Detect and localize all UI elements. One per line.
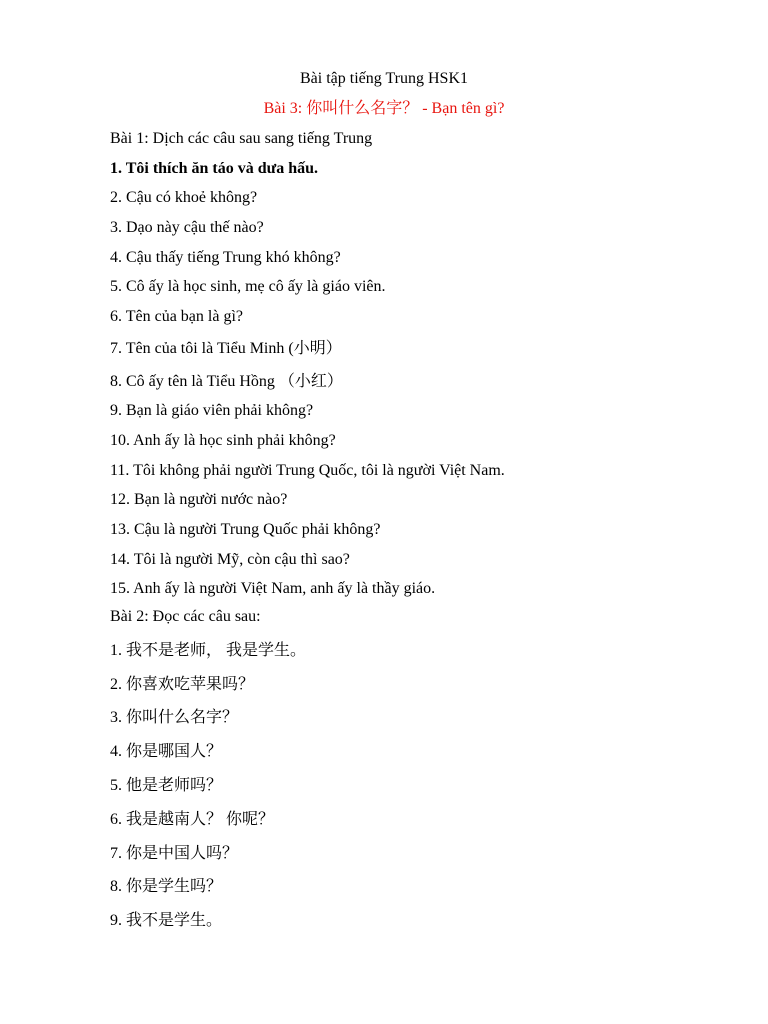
lesson-subtitle: Bài 3: 你叫什么名字？ - Bạn tên gì? xyxy=(263,100,505,117)
exercise-2-item: 2. 你喜欢吃苹果吗？ xyxy=(110,675,255,693)
exercise-1-item: 3. Dạo này cậu thế nào? xyxy=(110,219,264,237)
exercise-2-item: 6. 我是越南人？ 你呢？ xyxy=(110,810,275,828)
exercise-1-item: 15. Anh ấy là người Việt Nam, anh ấy là thầy giáo. xyxy=(110,580,436,598)
exercise-1-item: 1. Tôi thích ăn táo và dưa hấu. xyxy=(110,159,319,177)
exercise-1-item: 13. Cậu là người Trung Quốc phải không? xyxy=(110,520,381,538)
exercise-2-item: 3. 你叫什么名字？ xyxy=(110,709,239,727)
exercise-2-item: 1. 我不是老师， 我是学生。 xyxy=(110,641,307,659)
document-title: Bài tập tiếng Trung HSK1 xyxy=(299,70,468,87)
exercise-2 xyxy=(110,606,728,944)
exercise-1-item: 6. Tên của bạn là gì? xyxy=(110,308,243,326)
exercise-1-item: 7. Tên của tôi là Tiểu Minh (小明） xyxy=(110,340,342,358)
exercise-2-item: 7. 你是中国人吗？ xyxy=(110,844,239,862)
exercise-1-item: 12. Bạn là người nước nào? xyxy=(110,491,288,509)
exercise-1-heading: Bài 1: Dịch các câu sau sang tiếng Trung xyxy=(110,130,373,147)
exercise-1-item: 4. Cậu thấy tiếng Trung khó không? xyxy=(110,248,341,266)
exercise-1-item: 14. Tôi là người Mỹ, còn cậu thì sao? xyxy=(110,550,350,568)
exercise-2-item: 4. 你是哪国人？ xyxy=(110,743,223,761)
exercise-1-item: 11. Tôi không phải người Trung Quốc, tôi là người Việt Nam. xyxy=(110,461,505,479)
exercise-1 xyxy=(110,128,728,608)
exercise-2-item: 8. 你是学生吗？ xyxy=(110,878,223,896)
exercise-1-item: 8. Cô ấy tên là Tiểu Hồng （小红） xyxy=(110,372,343,390)
exercise-1-item: 9. Bạn là giáo viên phải không? xyxy=(110,402,314,420)
exercise-2-heading: Bài 2: Đọc các câu sau: xyxy=(110,608,261,625)
exercise-2-item: 5. 他是老师吗？ xyxy=(110,776,223,794)
exercise-2-item: 9. 我不是学生。 xyxy=(110,912,223,930)
exercise-1-item: 5. Cô ấy là học sinh, mẹ cô ấy là giáo viên. xyxy=(110,278,386,296)
exercise-1-item: 10. Anh ấy là học sinh phải không? xyxy=(110,431,336,449)
exercise-1-item: 2. Cậu có khoẻ không? xyxy=(110,189,258,207)
